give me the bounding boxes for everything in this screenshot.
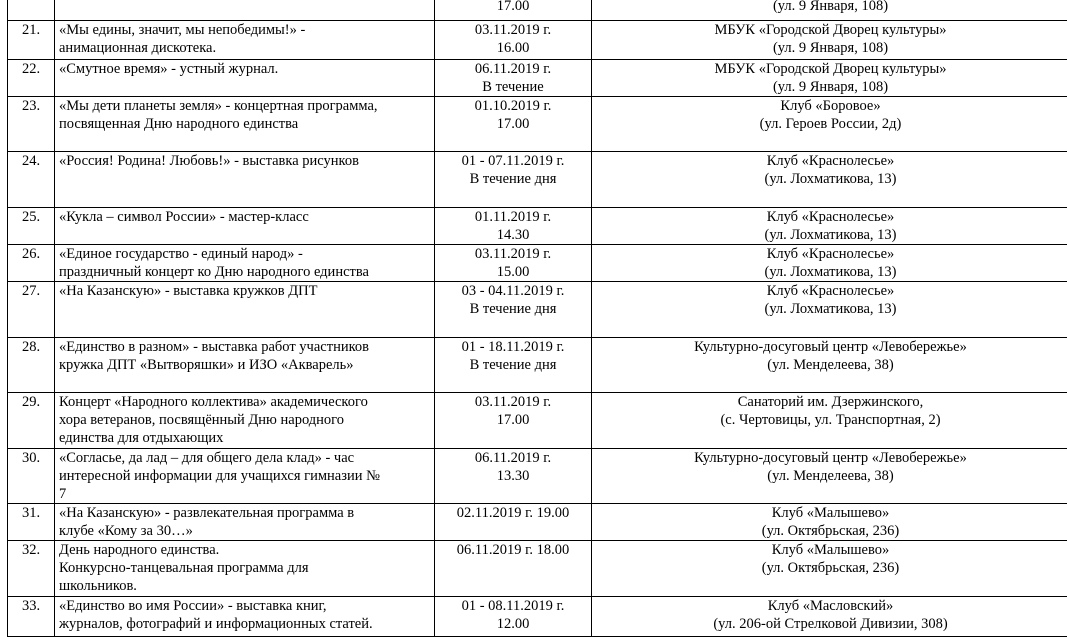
table-row	[8, 541, 1067, 597]
table-row	[8, 0, 1067, 21]
event-title-cell	[55, 338, 435, 393]
event-date-line: 13.30	[439, 467, 587, 485]
event-date-cell	[435, 97, 592, 152]
event-venue-line: (ул. 9 Января, 108)	[596, 0, 1065, 15]
event-date-line: В течение дня	[439, 356, 587, 374]
event-date-line: 17.00	[439, 0, 587, 15]
row-number-line: 32.	[12, 541, 50, 559]
event-date-cell	[435, 60, 592, 97]
event-venue-line: Клуб «Малышево»	[596, 504, 1065, 522]
row-number-cell	[8, 60, 55, 97]
event-venue-line: (с. Чертовицы, ул. Транспортная, 2)	[596, 411, 1065, 429]
row-number-cell	[8, 0, 55, 21]
row-number-cell	[8, 282, 55, 338]
event-title-cell	[55, 597, 435, 637]
event-date-line: 01 - 07.11.2019 г.	[439, 152, 587, 170]
events-table	[7, 0, 1067, 637]
event-venue-line: Клуб «Краснолесье»	[596, 245, 1065, 263]
event-title-line: журналов, фотографий и информационных статей.	[59, 615, 430, 633]
event-venue-line: (ул. Лохматикова, 13)	[596, 226, 1065, 244]
event-title-cell	[55, 97, 435, 152]
event-date-cell	[435, 21, 592, 60]
event-date-cell	[435, 338, 592, 393]
event-title-cell	[55, 21, 435, 60]
row-number-cell	[8, 338, 55, 393]
event-date-line: 06.11.2019 г. 18.00	[439, 541, 587, 559]
event-title-cell	[55, 504, 435, 541]
row-number-line: 26.	[12, 245, 50, 263]
row-number-cell	[8, 393, 55, 449]
event-venue-line: (ул. Менделеева, 38)	[596, 467, 1065, 485]
event-date-cell	[435, 449, 592, 504]
event-date-line: 15.00	[439, 263, 587, 281]
event-date-cell	[435, 208, 592, 245]
events-table-body	[8, 0, 1067, 637]
event-venue-line: (ул. 9 Января, 108)	[596, 78, 1065, 96]
event-venue-cell	[592, 152, 1067, 208]
event-title-line: кружка ДПТ «Вытворяшки» и ИЗО «Акварель»	[59, 356, 430, 374]
event-title-cell	[55, 541, 435, 597]
event-title-cell	[55, 393, 435, 449]
event-date-line: 03 - 04.11.2019 г.	[439, 282, 587, 300]
row-number-cell	[8, 449, 55, 504]
event-venue-line: Клуб «Масловский»	[596, 597, 1065, 615]
event-title-line: интересной информации для учащихся гимназии №	[59, 467, 430, 485]
event-venue-cell	[592, 541, 1067, 597]
event-title-line: «На Казанскую» - развлекательная программа в	[59, 504, 430, 522]
event-date-line: 02.11.2019 г. 19.00	[439, 504, 587, 522]
event-venue-cell	[592, 60, 1067, 97]
event-title-cell	[55, 0, 435, 21]
table-row	[8, 597, 1067, 637]
row-number-line: 23.	[12, 97, 50, 115]
row-number-cell	[8, 245, 55, 282]
event-title-line: единства для отдыхающих	[59, 429, 430, 447]
event-date-cell	[435, 282, 592, 338]
event-date-line: 01 - 08.11.2019 г.	[439, 597, 587, 615]
row-number-cell	[8, 208, 55, 245]
event-title-line: анимационная дискотека.	[59, 39, 430, 57]
row-number-line: 31.	[12, 504, 50, 522]
event-venue-cell	[592, 282, 1067, 338]
event-venue-cell	[592, 208, 1067, 245]
row-number-line: 22.	[12, 60, 50, 78]
event-title-line: школьников.	[59, 577, 430, 595]
event-title-line	[59, 0, 430, 15]
event-date-cell	[435, 152, 592, 208]
event-venue-line: Культурно-досуговый центр «Левобережье»	[596, 338, 1065, 356]
event-title-line: День народного единства.	[59, 541, 430, 559]
table-row	[8, 449, 1067, 504]
event-date-line: В течение дня	[439, 300, 587, 318]
table-row	[8, 504, 1067, 541]
row-number-cell	[8, 504, 55, 541]
event-title-line: Конкурсно-танцевальная программа для	[59, 559, 430, 577]
event-venue-line: Клуб «Краснолесье»	[596, 208, 1065, 226]
event-venue-cell	[592, 597, 1067, 637]
table-row	[8, 282, 1067, 338]
event-title-cell	[55, 152, 435, 208]
event-venue-line: (ул. Октябрьская, 236)	[596, 522, 1065, 540]
event-date-line: 01 - 18.11.2019 г.	[439, 338, 587, 356]
event-date-line: 06.11.2019 г.	[439, 60, 587, 78]
event-venue-cell	[592, 21, 1067, 60]
event-title-line: «Единство во имя России» - выставка книг,	[59, 597, 430, 615]
event-venue-cell	[592, 245, 1067, 282]
event-title-cell	[55, 449, 435, 504]
event-title-line: 7	[59, 485, 430, 503]
row-number-line: 29.	[12, 393, 50, 411]
row-number-cell	[8, 21, 55, 60]
event-venue-line: Санаторий им. Дзержинского,	[596, 393, 1065, 411]
event-venue-line: МБУК «Городской Дворец культуры»	[596, 60, 1065, 78]
event-venue-cell	[592, 97, 1067, 152]
event-venue-line: (ул. 206-ой Стрелковой Дивизии, 308)	[596, 615, 1065, 633]
event-venue-cell	[592, 504, 1067, 541]
table-row	[8, 21, 1067, 60]
event-date-cell	[435, 393, 592, 449]
event-date-cell	[435, 597, 592, 637]
row-number-line: 25.	[12, 208, 50, 226]
row-number-line	[12, 0, 50, 15]
event-venue-line: МБУК «Городской Дворец культуры»	[596, 21, 1065, 39]
row-number-line: 30.	[12, 449, 50, 467]
table-row	[8, 338, 1067, 393]
event-title-cell	[55, 245, 435, 282]
event-venue-line: Клуб «Краснолесье»	[596, 282, 1065, 300]
event-date-cell	[435, 245, 592, 282]
event-venue-line: (ул. Героев России, 2д)	[596, 115, 1065, 133]
event-date-line: 03.11.2019 г.	[439, 21, 587, 39]
event-title-line: «Согласье, да лад – для общего дела клад» - час	[59, 449, 430, 467]
row-number-cell	[8, 152, 55, 208]
event-date-line: 14.30	[439, 226, 587, 244]
event-title-line: праздничный концерт ко Дню народного единства	[59, 263, 430, 281]
event-title-line: «Мы едины, значит, мы непобедимы!» -	[59, 21, 430, 39]
event-title-line: «Единство в разном» - выставка работ участников	[59, 338, 430, 356]
event-title-line: клубе «Кому за 30…»	[59, 522, 430, 540]
event-title-cell	[55, 208, 435, 245]
event-title-line: Концерт «Народного коллектива» академического	[59, 393, 430, 411]
event-date-line: 17.00	[439, 115, 587, 133]
event-date-line: 03.11.2019 г.	[439, 245, 587, 263]
row-number-line: 24.	[12, 152, 50, 170]
event-date-cell	[435, 0, 592, 21]
table-row	[8, 152, 1067, 208]
table-row	[8, 97, 1067, 152]
event-title-line: «Единое государство - единый народ» -	[59, 245, 430, 263]
event-title-line: «Россия! Родина! Любовь!» - выставка рисунков	[59, 152, 430, 170]
event-date-line: 01.10.2019 г.	[439, 97, 587, 115]
event-date-line: В течение	[439, 78, 587, 96]
event-title-line: хора ветеранов, посвящённый Дню народного	[59, 411, 430, 429]
event-venue-line: (ул. 9 Января, 108)	[596, 39, 1065, 57]
table-row	[8, 60, 1067, 97]
table-row	[8, 393, 1067, 449]
table-row	[8, 245, 1067, 282]
row-number-line: 27.	[12, 282, 50, 300]
event-venue-line: (ул. Лохматикова, 13)	[596, 300, 1065, 318]
table-row	[8, 208, 1067, 245]
event-title-cell	[55, 282, 435, 338]
event-date-line: 16.00	[439, 39, 587, 57]
event-date-line: 03.11.2019 г.	[439, 393, 587, 411]
row-number-line: 33.	[12, 597, 50, 615]
event-title-line: «Смутное время» - устный журнал.	[59, 60, 430, 78]
event-venue-line: Культурно-досуговый центр «Левобережье»	[596, 449, 1065, 467]
event-date-line: 06.11.2019 г.	[439, 449, 587, 467]
event-venue-cell	[592, 449, 1067, 504]
event-venue-cell	[592, 0, 1067, 21]
event-venue-cell	[592, 393, 1067, 449]
event-venue-line: (ул. Октябрьская, 236)	[596, 559, 1065, 577]
event-date-cell	[435, 541, 592, 597]
event-title-line: «Мы дети планеты земля» - концертная программа,	[59, 97, 430, 115]
row-number-cell	[8, 97, 55, 152]
row-number-line: 28.	[12, 338, 50, 356]
event-venue-cell	[592, 338, 1067, 393]
row-number-cell	[8, 541, 55, 597]
row-number-cell	[8, 597, 55, 637]
event-venue-line: Клуб «Краснолесье»	[596, 152, 1065, 170]
event-venue-line: Клуб «Малышево»	[596, 541, 1065, 559]
row-number-line: 21.	[12, 21, 50, 39]
event-date-line: 12.00	[439, 615, 587, 633]
event-title-line: посвященная Дню народного единства	[59, 115, 430, 133]
event-date-line: 01.11.2019 г.	[439, 208, 587, 226]
event-venue-line: Клуб «Боровое»	[596, 97, 1065, 115]
event-date-cell	[435, 504, 592, 541]
event-venue-line: (ул. Менделеева, 38)	[596, 356, 1065, 374]
event-title-line: «На Казанскую» - выставка кружков ДПТ	[59, 282, 430, 300]
event-date-line: В течение дня	[439, 170, 587, 188]
event-date-line: 17.00	[439, 411, 587, 429]
event-venue-line: (ул. Лохматикова, 13)	[596, 170, 1065, 188]
event-title-line: «Кукла – символ России» - мастер-класс	[59, 208, 430, 226]
event-venue-line: (ул. Лохматикова, 13)	[596, 263, 1065, 281]
event-title-cell	[55, 60, 435, 97]
